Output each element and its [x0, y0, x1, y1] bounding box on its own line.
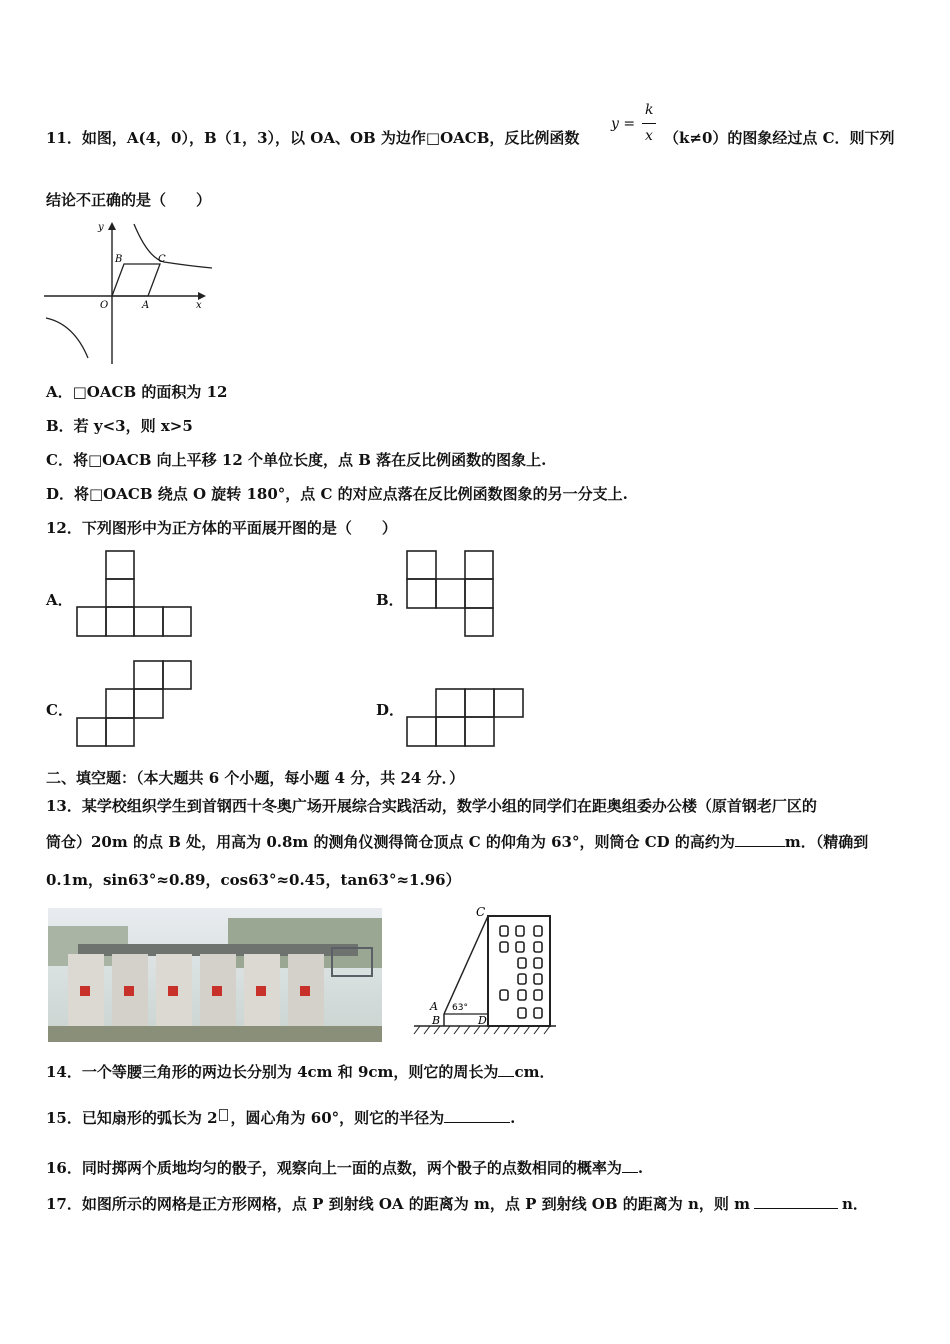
q11-formula — [611, 100, 661, 152]
q17-post: n． — [841, 1195, 868, 1213]
x-axis-arrow — [198, 292, 206, 300]
q14-pre: 14．一个等腰三角形的两边长分别为 4cm 和 9cm，则它的周长为 — [46, 1063, 499, 1081]
formula-k: k — [645, 102, 654, 118]
q11-line1-pre: 11．如图，A(4，0），B（1，3），以 OA、OB 为边作□OACB，反比例函数 — [46, 129, 580, 147]
q13-diagram — [410, 900, 560, 1042]
formula-y: y = — [611, 116, 636, 132]
q16-pre: 16．同时掷两个质地均匀的骰子，观察向上一面的点数，两个骰子的点数相同的概率为 — [46, 1159, 622, 1177]
q13-line3: 0.1m，sin63°≈0.89，cos63°≈0.45，tan63°≈1.96） — [46, 871, 461, 889]
label-angle: 63° — [452, 1003, 468, 1013]
silo-cd — [488, 916, 550, 1026]
label-b: B — [432, 1014, 441, 1027]
missing-glyph-box — [219, 1109, 228, 1121]
label-c: C — [476, 905, 486, 919]
q12-label-d: D． — [376, 701, 405, 719]
formula-x: x — [645, 128, 653, 144]
label-b: B — [115, 254, 123, 265]
q12-label-c: C． — [46, 701, 73, 719]
label-a: A — [430, 1000, 438, 1013]
q11-option-a: A．□OACB 的面积为 12 — [46, 383, 228, 401]
q15-mid: ，圆心角为 60°，则它的半径为 — [230, 1109, 445, 1127]
q15-answer-blank[interactable] — [444, 1108, 510, 1123]
q16-post: . — [637, 1159, 644, 1177]
q15-pre: 15．已知扇形的弧长为 2 — [46, 1109, 218, 1127]
q17 — [46, 1194, 868, 1214]
q12-net-a — [74, 548, 196, 640]
q13-line2 — [46, 832, 868, 852]
q13-answer-blank[interactable] — [735, 832, 785, 847]
label-c: C — [158, 254, 166, 265]
label-y: y — [98, 222, 104, 233]
label-x: x — [196, 300, 202, 311]
q11-line2: 结论不正确的是（ ） — [46, 191, 212, 209]
q11-option-d: D．将□OACB 绕点 O 旋转 180°，点 C 的对应点落在反比例函数图象的另一分支上. — [46, 485, 628, 503]
q17-answer-blank[interactable] — [754, 1194, 838, 1209]
label-d: D — [478, 1014, 487, 1027]
label-a: A — [142, 300, 150, 311]
q11-option-b: B．若 y<3，则 x>5 — [46, 417, 193, 435]
q15-post: . — [510, 1109, 516, 1127]
q14 — [46, 1062, 554, 1082]
sight-line — [444, 916, 488, 1014]
q16-answer-blank[interactable] — [622, 1158, 638, 1173]
y-axis-arrow — [108, 222, 116, 230]
q15 — [46, 1108, 515, 1128]
section-2-heading: 二、填空题：（本大题共 6 个小题，每小题 4 分，共 24 分．） — [46, 769, 465, 787]
q12-label-a: A． — [46, 591, 73, 609]
q12-net-c — [74, 658, 196, 750]
q12-net-b — [404, 548, 498, 640]
q11-option-c: C．将□OACB 向上平移 12 个单位长度，点 B 落在反比例函数的图象上. — [46, 451, 547, 469]
hyperbola-branch-2 — [46, 318, 88, 358]
q12-label-b: B． — [376, 591, 404, 609]
q14-answer-blank[interactable] — [498, 1062, 514, 1077]
q14-post: cm． — [514, 1063, 555, 1081]
q13-line2-post: m．（精确到 — [784, 833, 869, 851]
hyperbola-branch-1 — [134, 224, 212, 268]
q12-stem: 12．下列图形中为正方体的平面展开图的是（ ） — [46, 519, 397, 537]
label-o: O — [100, 300, 109, 311]
q16 — [46, 1158, 643, 1178]
q13-line2-pre: 筒仓）20m 的点 B 处，用高为 0.8m 的测角仪测得筒仓顶点 C 的仰角为 63°，则筒仓 CD 的高约为 — [46, 833, 735, 851]
q13-building-photo — [48, 908, 382, 1042]
formula-bar — [642, 123, 656, 124]
q17-pre: 17．如图所示的网格是正方形网格，点 P 到射线 OA 的距离为 m，点 P 到射线 OB 的距离为 n，则 m — [46, 1195, 750, 1213]
q13-line1: 13．某学校组织学生到首钢西十冬奥广场开展综合实践活动，数学小组的同学们在距奥组委办公楼（原首钢老厂区的 — [46, 797, 817, 815]
q12-net-d — [404, 686, 528, 750]
q11-graph — [40, 218, 220, 370]
parallelogram-oacb — [112, 264, 160, 296]
q11-line1-post: （k≠0）的图象经过点 C．则下列 — [664, 129, 895, 147]
